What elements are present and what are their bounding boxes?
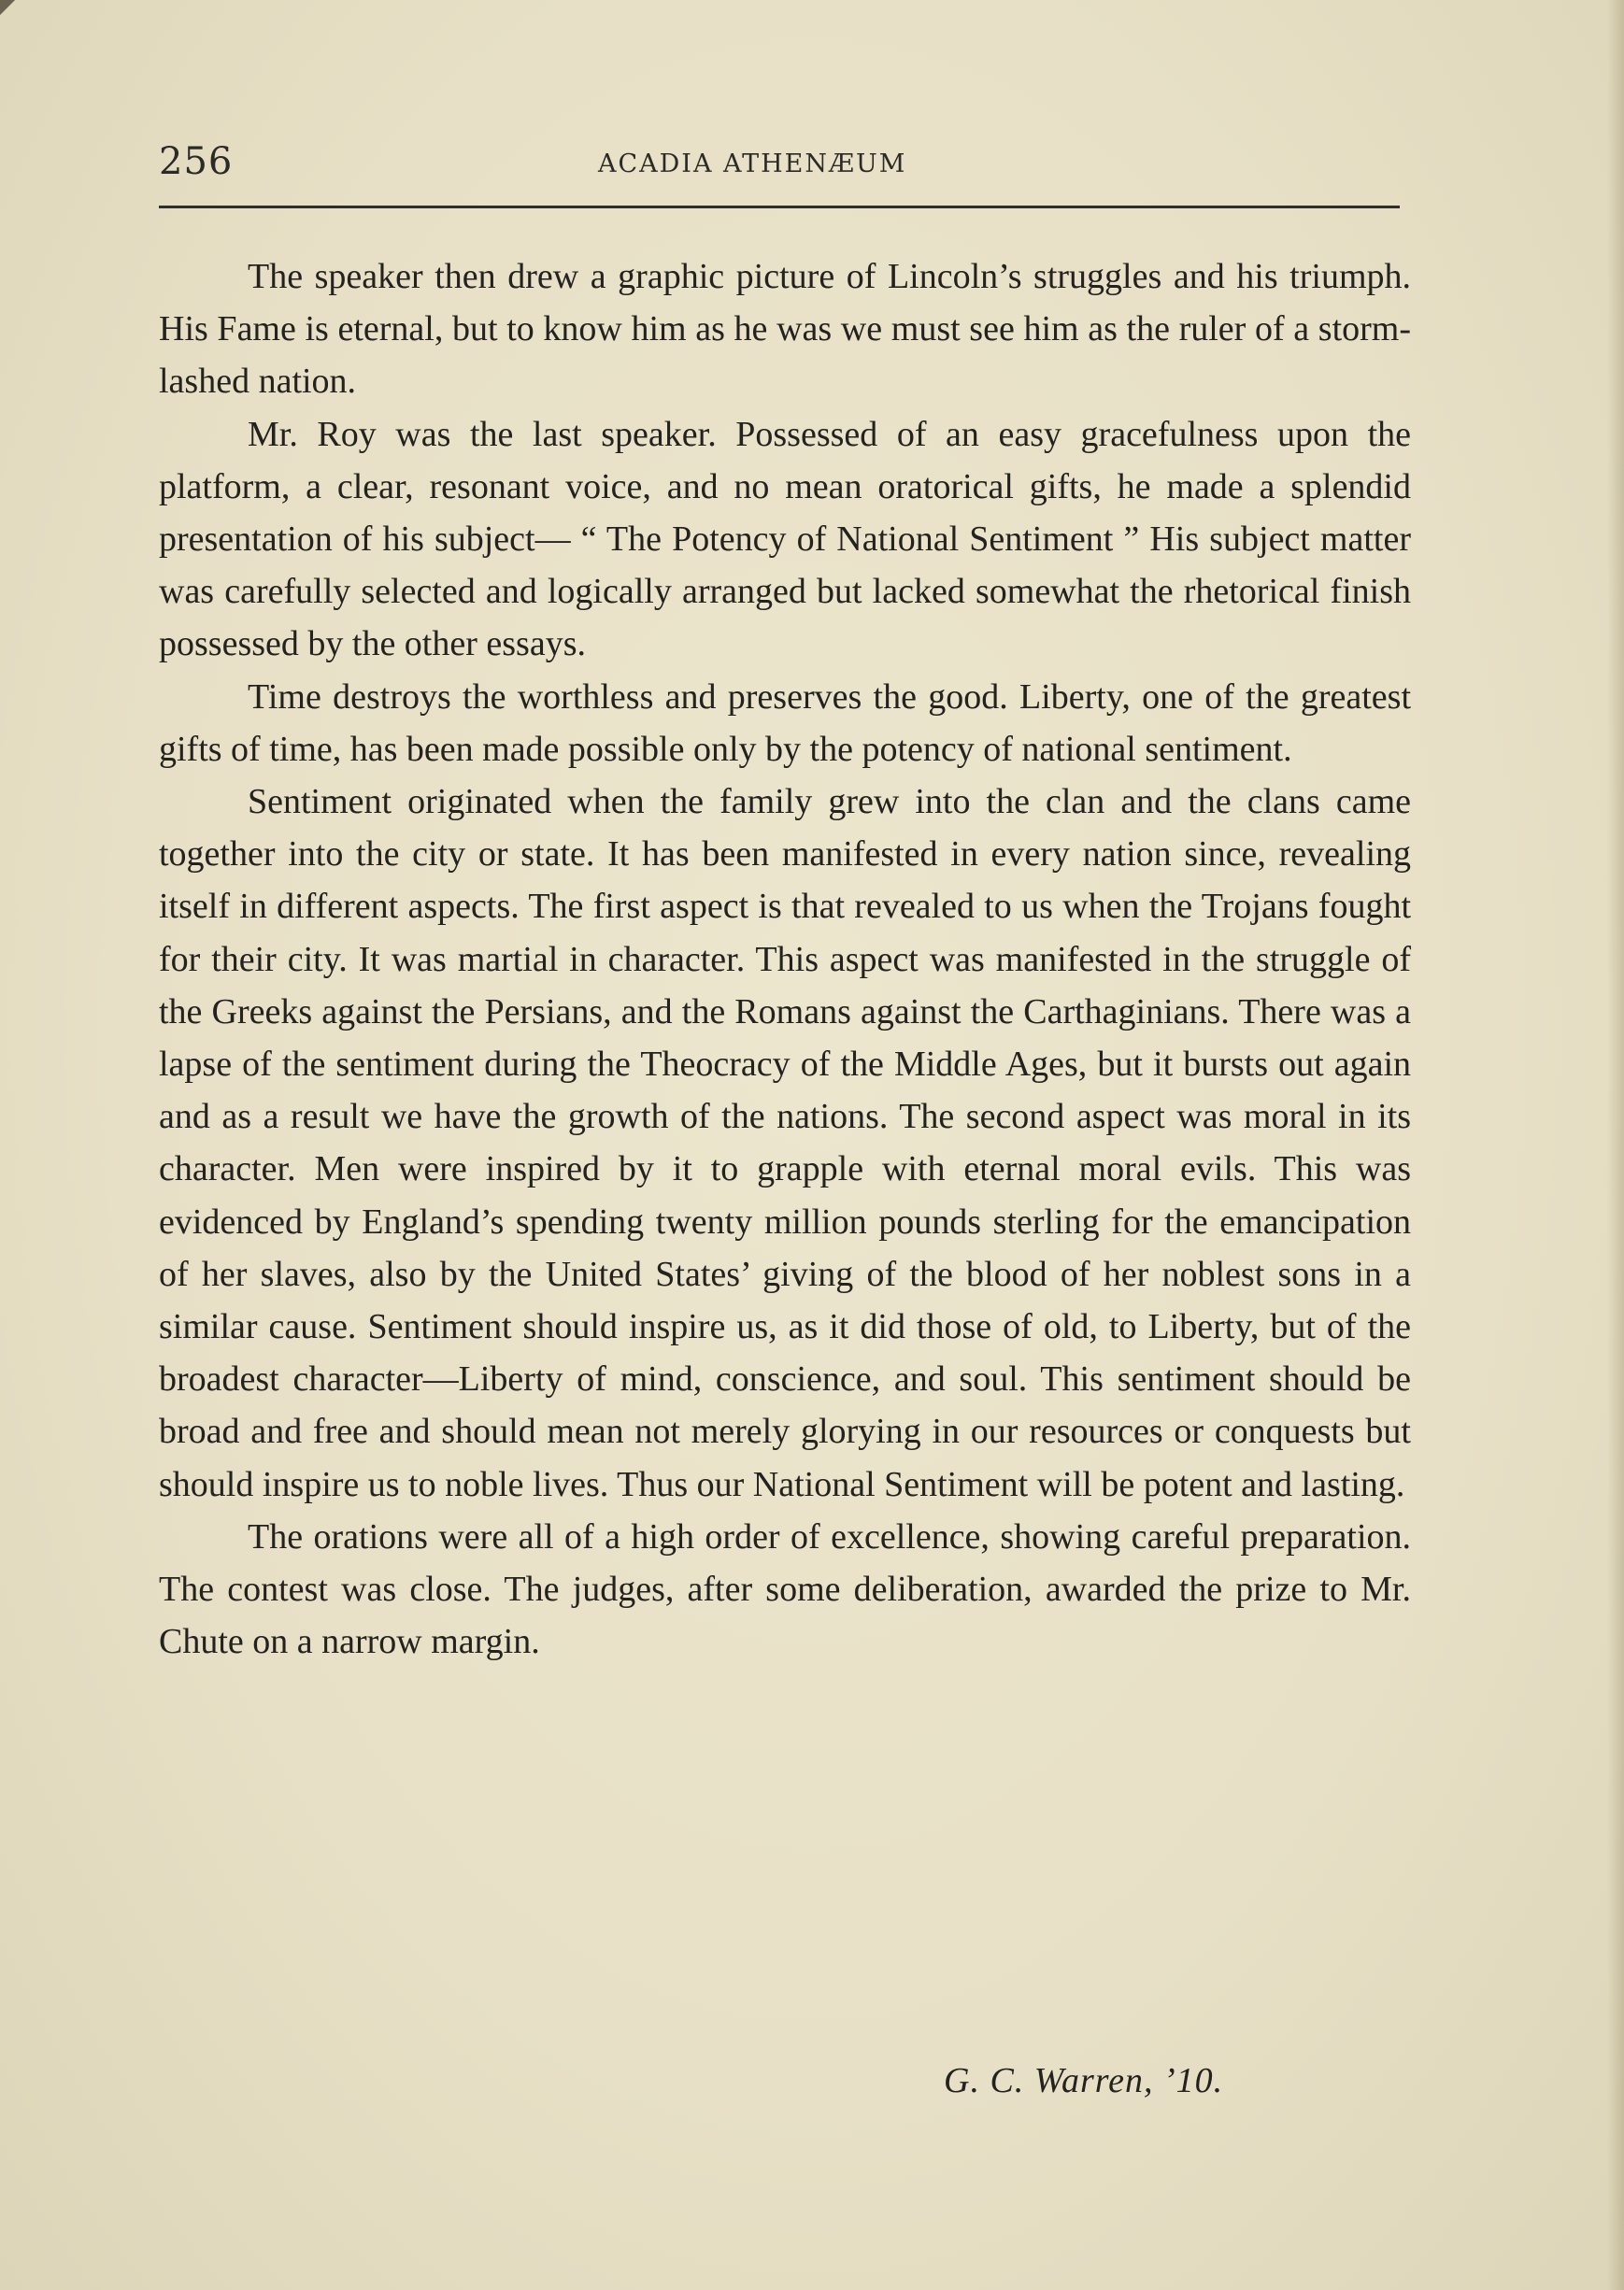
page-number: 256 [159, 140, 234, 183]
paragraph: The orations were all of a high order of excellence, showing careful preparation. The contest was close. The judges, after some deliberation, awarded the prize to Mr. Chute on a narrow margin. [159, 1516, 1411, 1662]
page-header [159, 140, 1400, 187]
paragraph: Time destroys the worthless and preserves the good. Liberty, one of the greatest gifts of time, has been made possible only by the potency of national sentiment. [159, 676, 1411, 769]
paragraph: Mr. Roy was the last speaker. Possessed of an easy gracefulness upon the platform, a clear, resonant voice, and no mean oratorical gifts, he made a splendid presentation of his subject— “ The Potency of National Sentiment ” His subject matter was carefully selected and logically arranged but lacked somewhat the rhetorical finish possessed by the other essays. [159, 414, 1411, 664]
author-signature: G. C. Warren, ’10. [944, 2061, 1224, 2100]
page-edge-shadow [1607, 0, 1624, 2290]
article-body [159, 250, 1411, 1668]
paragraph: Sentiment originated when the family grew into the clan and the clans came together into the city or state. It has been manifested in every nation since, revealing itself in different aspects. The first aspect is that revealed to us when the Trojans fought for their city. It was martial in character. This aspect was manifested in the struggle of the Greeks against the Persians, and the Romans against the Carthaginians. There was a lapse of the sentiment during the Theocracy of the Middle Ages, but it bursts out again and as a result we have the growth of the nations. The second aspect was moral in its character. Men were inspired by it to grapple with eternal moral evils. This was evidenced by England’s spending twenty million pounds sterling for the emancipation of her slaves, also by the United States’ giving of the blood of her noblest sons in a similar cause. Sentiment should inspire us, as it did those of old, to Liberty, but of the broadest character—Liberty of mind, conscience, and soul. This sentiment should be broad and free and should mean not merely glorying in our resources or conquests but should inspire us to noble lives. Thus our National Sentiment will be potent and lasting. [159, 782, 1411, 1504]
running-head: ACADIA ATHENÆUM [598, 149, 907, 178]
header-rule [159, 206, 1400, 208]
scan-corner-mark [0, 0, 24, 24]
paragraph: The speaker then drew a graphic picture of Lincoln’s struggles and his triumph. His Fame is eternal, but to know him as he was we must see him as the ruler of a storm-lashed nation. [159, 257, 1411, 402]
